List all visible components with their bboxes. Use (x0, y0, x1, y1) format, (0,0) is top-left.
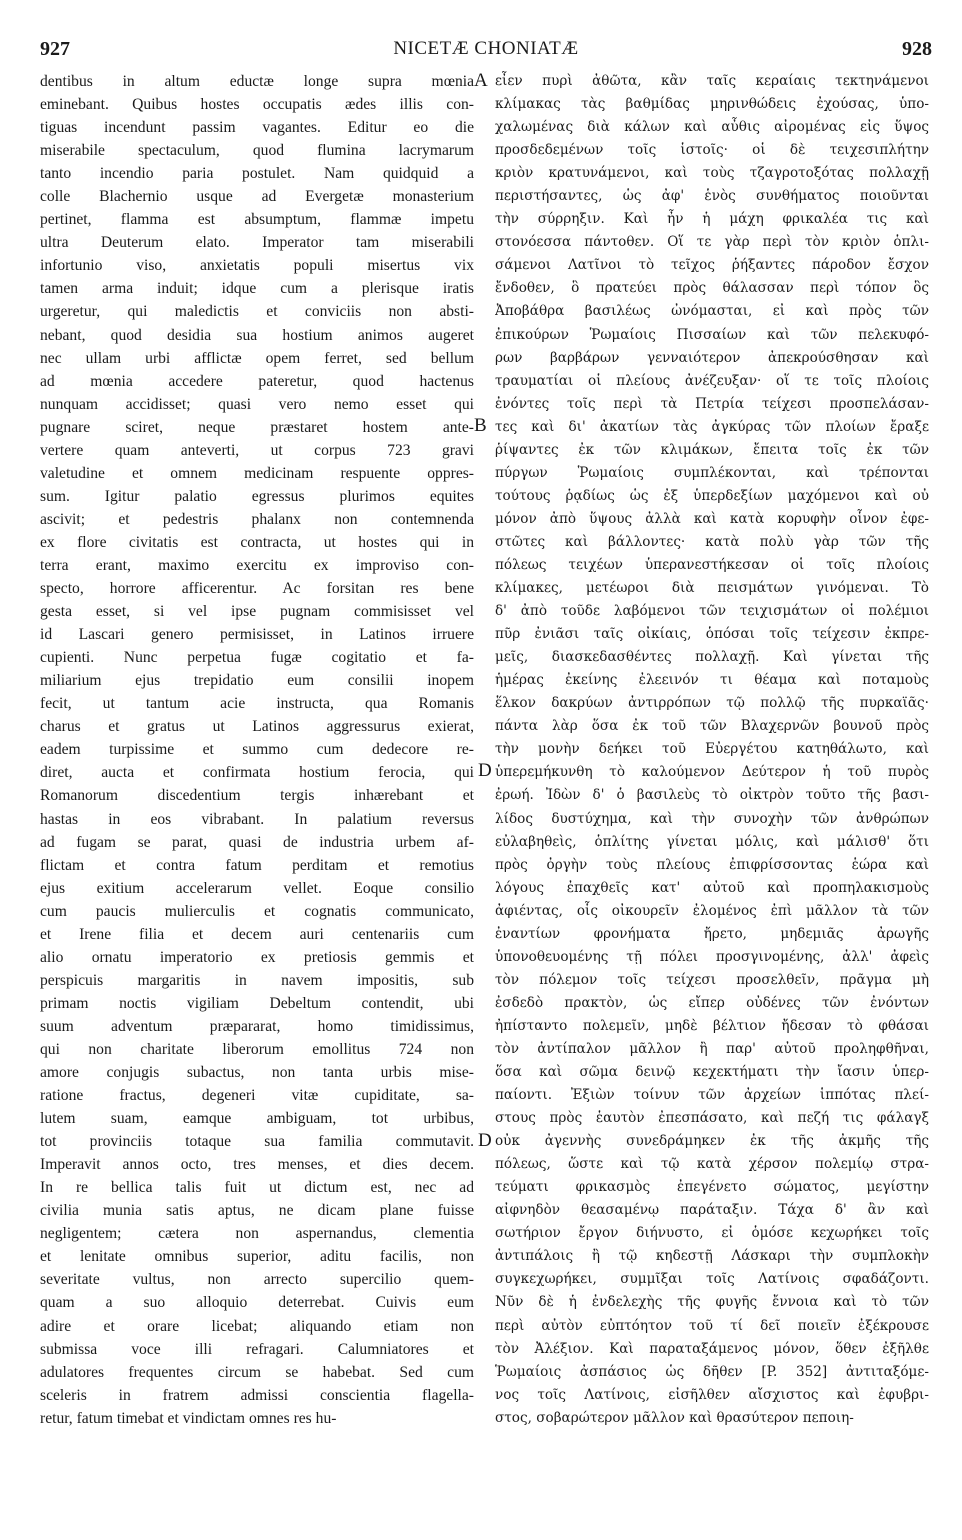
latin-column (40, 70, 474, 1520)
text-line: πύργων Ῥωμαίοις συμπλέκονται, καὶ τρέπονται (495, 464, 929, 481)
text-line: ratione fractus, degeneri vitæ cupiditate, sa- (40, 1087, 474, 1105)
text-line: χαλωμένας διὰ κάλων καὶ αὖθις αἰρομένας εἰς ὕψος (495, 119, 929, 136)
text-line: hastas in eos vibrabant. In palatium reversus (40, 810, 474, 828)
text-line: τὸν ἀντίπαλον μᾶλλον ἢ παρ' αὐτοῦ προληφθῆναι, (495, 1040, 929, 1057)
text-line: ἠπίσταντο πολεμεῖν, μηδὲ βέλτιον ἤδεσαν τὸ φθάσαι (495, 1017, 929, 1034)
greek-column (495, 70, 929, 1520)
text-line: κλίμακες, μετέωροι διὰ πεισμάτων γινόμεναι. Τὸ (495, 580, 929, 597)
text-line: δ' ἀπὸ τοῦδε λαβόμενοι τῶν τειχισμάτων οἱ πολέμιοι (495, 603, 929, 620)
text-line: ἕλκον δακρύων ἀντιρρόπων τῷ πολλῷ τῆς πυρκαϊᾶς· (495, 695, 929, 712)
text-line: ascivit; et pedestris phalanx non contemnenda (40, 510, 474, 528)
text-line: quam a suo alloquio deterrebat. Cuivis eum (40, 1294, 474, 1312)
text-line: pugnare sciret, neque præstaret hostem ante- (40, 418, 474, 436)
text-line: ῥίψαντες ἐκ τῶν κλιμάκων, ἔπειτα τοῖς ἐκ τῶν (495, 441, 929, 458)
text-line: adulatores frequentes circum se habebat. Sed cum (40, 1363, 474, 1381)
text-line: Imperavit annos octo, tres menses, et dies decem. (40, 1156, 474, 1174)
text-line: nunquam accidisset; quasi vero nemo esset qui (40, 395, 474, 413)
text-line: τὸν πόλεμον τοῖς τείχεσι προσελθεῖν, πρᾶγμα μὴ (495, 971, 929, 988)
text-line: νος τοῖς Λατίνοις, εἰσῆλθεν αἴσχιστος καὶ ἐφυβρι- (495, 1386, 929, 1403)
text-line: στονόεσσα πάντοθεν. Οἵ τε γὰρ περὶ τὸν κριὸν ὁπλι- (495, 234, 929, 251)
text-line: μεῖς, διασκεδασθέντες πολλαχῇ. Καὶ γίνεται τῆς (495, 649, 929, 666)
text-line: dentibus in altum eductæ longe supra mœnia (40, 73, 474, 90)
text-line: tot provinciis totaque sua familia commutavit. (40, 1133, 474, 1151)
text-line: tanto incendio paria postulet. Nam quidquid a (40, 165, 474, 183)
text-line: suum adventum præpararat, homo timidissimus, (40, 1017, 474, 1035)
text-line: ἀφιέντας, οἷς οἰκουρεῖν ἐλομένος ἐπὶ μᾶλλον τὰ τῶν (495, 902, 929, 919)
text-line: nebant, quod desidia sua hostium animos augeret (40, 326, 474, 344)
text-line: στους πρὸς ἑαυτὸν ἐπεσπάσατο, καὶ πεζή τις φάλαγξ (495, 1110, 929, 1127)
section-marker-b: B (474, 415, 487, 436)
text-line: charus et gratus ut Latinos aggressurus exierat, (40, 718, 474, 736)
text-line: ultra Deuterum elato. Imperator tam miserabili (40, 234, 474, 252)
text-line: retur, fatum timebat et vindictam omnes res hu- (40, 1409, 337, 1427)
text-line: ρων βαρβάρων γενναιότερον ἀπεκρούσθησαν καὶ (495, 349, 929, 366)
text-line: colle Blachernio usque ad Evergetæ monasterium (40, 188, 474, 206)
section-marker-d: D (478, 1130, 492, 1151)
text-line: Romanorum discedentium tergis inhærebant et (40, 787, 474, 805)
text-line: tiguas incendunt passim vagantes. Editur eo die (40, 119, 474, 137)
text-line: συγκεχωρήκει, συμμῖξαι τοῖς Λατίνοις σφαδάζοντι. (495, 1271, 929, 1288)
text-line: et Irene filia et decem auri centenariis cum (40, 925, 474, 943)
text-line: terra erant, maximo exercitu ex improviso con- (40, 556, 474, 574)
text-line: urgeretur, qui maledictis et conviciis non absti- (40, 303, 474, 321)
text-line: πόλεως, ὥστε καὶ τῷ κατὰ χέρσον πολεμίῳ στρα- (495, 1156, 929, 1173)
text-line: flictam et contra fatum perditam et remotius (40, 856, 474, 874)
text-line: valetudine et omnem medicinam respuente oppres- (40, 464, 474, 482)
text-line: ἐναντίων φρονήματα ἤρετο, μηδεμιᾶς ἀρωγῆς (495, 925, 929, 942)
text-line: gesta esset, si vel ipse pugnam commisisset vel (40, 603, 474, 621)
text-line: στος, σοβαρώτερον μᾶλλον καὶ θρασύτερον πεποιη- (495, 1409, 854, 1426)
text-line: εἶεν πυρὶ ἀθῶτα, κἂν ταῖς κεραίαις τεκτηνάμενοι (495, 73, 929, 89)
text-line: οὐκ ἀγεννὴς συνεδράμηκεν ἐκ τῆς ἀκμῆς τῆς (495, 1133, 929, 1150)
text-line: adire et orare licebat; aliquando etiam non (40, 1317, 474, 1335)
text-line: Νῦν δὲ ἡ ἐνδελεχὴς τῆς φυγῆς ἔννοια καὶ τὸ τῶν (495, 1294, 929, 1311)
section-marker-c: D (478, 760, 492, 781)
text-line: miliarium ejus trepidatio eum consilii inopem (40, 672, 474, 690)
text-line: κριὸν κρατυνάμενοι, καὶ τοὺς τζαγροτοξότας πολλαχῇ (495, 165, 929, 182)
text-line: πόλεως τειχέων ὑπερανεστήκεσαν οἱ τοῖς πλοίοις (495, 556, 929, 573)
text-line: ex flore civitatis est contracta, ut hostes qui in (40, 533, 474, 551)
text-line: sum. Igitur palatio egressus plurimos equites (40, 487, 474, 505)
text-line: alio ornatu imperatorio ex pretiosis gemmis et (40, 948, 474, 966)
text-line: περὶ αὐτὸν εὐπτόητον τοῦ τί δεῖ ποιεῖν ἐξέκρουσε (495, 1317, 929, 1334)
text-line: lutem suam, eamque ambiguam, tot urbibus, (40, 1110, 474, 1128)
text-line: primam noctis vigiliam Debeltum contendit, ubi (40, 994, 474, 1012)
text-line: eadem turpissime et summo cum dedecore re- (40, 741, 474, 759)
text-line: nec ullam urbi afflictæ opem ferret, sed bellum (40, 349, 474, 367)
text-line: In re bellica talis fuit ut dictum est, nec ad (40, 1179, 474, 1197)
text-line: qui non charitate liberorum emollitus 724 non (40, 1040, 474, 1058)
running-title: NICETÆ CHONIATÆ (393, 38, 579, 59)
text-line: specto, horrore afficerentur. Ac forsitan res bene (40, 580, 474, 598)
text-line: στῶτες καὶ βάλλοντες· κατὰ πολὺ γὰρ τῶν τῆς (495, 533, 929, 550)
text-line: diret, aucta et confirmata hostium ferocia, qui (40, 764, 474, 782)
text-line: Ῥωμαίοις ἀσπάσιος ὡς δῆθεν [P. 352] ἀντιταξόμε- (495, 1363, 929, 1380)
text-line: σωτήριον ἔργον διήνυστο, εἰ ὁμόσε κεχωρήκει τοῖς (495, 1225, 929, 1242)
text-line: πῦρ ἐνιᾶσι ταῖς οἰκίαις, ὁπόσαι τοῖς τείχεσιν ἐκπρε- (495, 626, 929, 643)
text-line: τὴν μονὴν δεήκει τοῦ Εὐεργέτου κατηθάλωτο, καὶ (495, 741, 929, 758)
text-line: civilia munia satis aptus, ne dicam plane fuisse (40, 1202, 474, 1220)
text-line: sceleris in fratrem admissi conscientia flagella- (40, 1386, 474, 1404)
text-line: ad mœnia accedere pateretur, quod hactenus (40, 372, 474, 390)
text-line: τες καὶ δι' ἀκατίων τὰς ἀγκύρας τῶν πλοίων ἔραξε (495, 418, 929, 435)
text-line: περιστήσαντες, ὡς ἀφ' ἑνὸς συνθήματος ποιοῦνται (495, 188, 929, 205)
text-line: παίοντι. Ἐξιὼν τοίνυν τῶν ἀρχείων ἱππότας πλεί- (495, 1087, 929, 1104)
text-line: τὸν Ἀλέξιον. Καὶ παραταξάμενος μόνον, ὅθεν ἐξῆλθε (495, 1340, 929, 1357)
text-line: ἐνόντες τοῖς περὶ τὰ Πετρία τείχεσι προσπελάσαν- (495, 395, 929, 412)
text-line: πρὸς ὀργὴν τοὺς πλείους ἐπιφρίσσοντας ἑώρα καὶ (495, 856, 929, 873)
text-line: ἡμέρας ἐκείνης ἐλεεινόν τι θέαμα καὶ ποταμοὺς (495, 672, 929, 689)
page-header (40, 38, 932, 62)
text-line: πάντα λὰρ ὅσα ἐκ τοῦ τῶν Βλαχερνῶν βουνοῦ πρὸς (495, 718, 929, 735)
page-number-right: 928 (902, 38, 932, 60)
text-line: ad fugam se parat, quasi de industria urbem af- (40, 833, 474, 851)
text-line: προσδεδεμένων τοῖς ἱστοῖς· οἱ δὲ τειχεσιπλήτην (495, 142, 929, 159)
text-line: σάμενοι Λατῖνοι τὸ τεῖχος ῥήξαντες πάροδον ἔσχον (495, 257, 929, 274)
text-line: miserabile spectaculum, quod flumina lacrymarum (40, 142, 474, 160)
text-line: λίδος δυστύχημα, καὶ τὴν συνοχὴν τῶν ἀνθρώπων (495, 810, 929, 827)
text-line: id Lascari genero permisisset, in Latinos irruere (40, 626, 474, 644)
text-line: κλίμακας τὰς βαθμίδας μηρινθώδεις ἐχούσας, ὑπο- (495, 96, 929, 113)
text-line: pertinet, flamma est absumptum, flammæ impetu (40, 211, 474, 229)
text-line: εὐλαβηθεὶς, ὁπλίτης γίνεται μόλις, καὶ μάλισθ' ὅτι (495, 833, 929, 850)
text-line: ejus exitium accelerarum vellet. Eoque consilio (40, 879, 474, 897)
text-line: et lenitate omnibus superior, aditu facilis, non (40, 1248, 474, 1266)
text-line: ἐσδεδὸ πρακτὸν, ὡς εἴπερ οὐδένες τῶν ἐνόντων (495, 994, 929, 1011)
text-line: τούτους ῥᾳδίως ὡς ἐξ ὑπερδεξίων μαχόμενοι καὶ οὐ (495, 487, 929, 504)
text-line: ἐπικούρων Ῥωμαίοις Πισσαίων καὶ τῶν πελεκυφό- (495, 326, 929, 343)
text-line: eminebant. Quibus hostes occupatis ædes illis con- (40, 96, 474, 114)
text-line: ὑπονοθευομένης τῇ πόλει προσγινομένης, ἀλλ' ἀφεὶς (495, 948, 929, 965)
text-line: tamen arma induit; idque cum a plerisque iratis (40, 280, 474, 298)
text-line: vertere quam anteverti, ut corpus 723 gravi (40, 441, 474, 459)
page-number-left: 927 (40, 38, 70, 60)
text-line: ἐρωή. Ἰδὼν δ' ὁ βασιλεὺς τὸ οἰκτρὸν τοῦτο τῆς βασι- (495, 787, 929, 804)
text-line: ἀντιπάλοις ἢ τῷ κηδεστῇ Λάσκαρι τὴν συμπλοκὴν (495, 1248, 929, 1265)
text-line: fecit, ut tantum acie instructa, qua Romanis (40, 695, 474, 713)
text-line: μόνον ἀπὸ ὕψους ἀλλὰ καὶ κατὰ κορυφὴν οἷνον ἐφε- (495, 510, 929, 527)
text-line: cupienti. Nunc perpetua fugæ cogitatio et fa- (40, 649, 474, 667)
text-line: cum paucis mulierculis et cognatis communicato, (40, 902, 474, 920)
text-line: infortunio viso, anxietatis populi misertus vix (40, 257, 474, 275)
text-line: negligentem; cætera non aspernandus, clementia (40, 1225, 474, 1243)
text-line: τεύματι φρικασμὸς ἐπεγένετο σώματος, μεγίστην (495, 1179, 929, 1196)
text-line: perspicuis margaritis in navem impositis, sub (40, 971, 474, 989)
text-line: Ἀποβάθρα βασιλέως ὠνόμασται, εἰ καὶ πρὸς τῶν (495, 303, 929, 320)
text-line: ὑπερεμήκυνθη τὸ καλούμενον Δεύτερον ἡ τοῦ πυρὸς (495, 764, 929, 781)
text-line: submissa voce illi refragari. Calumniatores et (40, 1340, 474, 1358)
text-line: τὴν σύρρηξιν. Καὶ ἦν ἡ μάχη φρικαλέα τις καὶ (495, 211, 929, 228)
section-marker-a: A (474, 70, 488, 91)
text-line: amore conjugis subactus, non tanta urbis mise- (40, 1064, 474, 1082)
text-line: ὅσα καὶ σῶμα δεινῷ κεχεκτήματι τὴν ἴασιν ὑπερ- (495, 1064, 929, 1081)
text-line: ἔνδοθεν, ὃ πρατεύει πρὸς θάλασσαν περὶ τόπον ὃς (495, 280, 929, 297)
text-line: τραυματίαι οἱ πλείους ἀνέζευξαν· οἵ τε τοῖς πλοίοις (495, 372, 929, 389)
text-line: λόγους ἐπαχθεῖς κατ' αὐτοῦ καὶ προπηλακισμοὺς (495, 879, 929, 896)
text-line: αἰφνηδὸν θεασαμένῳ παράταξιν. Τάχα δ' ἂν καὶ (495, 1202, 929, 1219)
text-line: severitate vultus, non arrecto supercilio quem- (40, 1271, 474, 1289)
